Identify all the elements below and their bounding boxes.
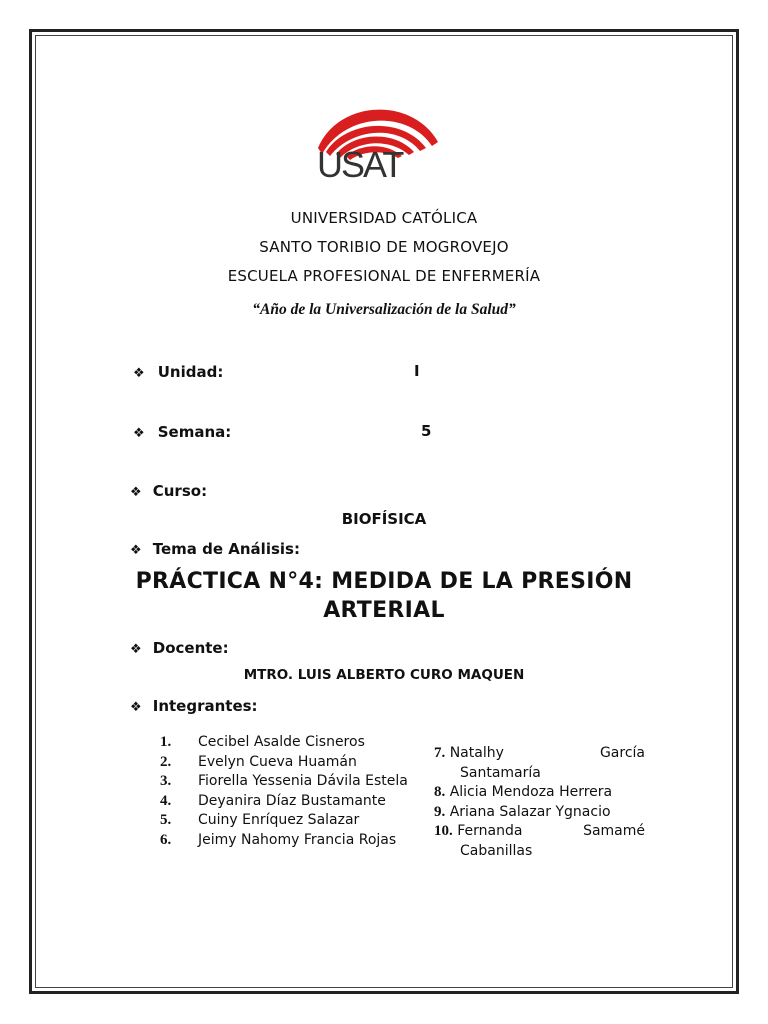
diamond-bullet-icon: ❖ <box>130 642 142 657</box>
year-motto: “Año de la Universalización de la Salud” <box>252 301 516 318</box>
integrantes-label: Integrantes: <box>152 697 258 715</box>
curso-value: BIOFÍSICA <box>341 510 427 528</box>
diamond-bullet-icon: ❖ <box>133 426 145 441</box>
tema-label: Tema de Análisis: <box>152 540 300 558</box>
docente-label: Docente: <box>152 639 229 657</box>
unidad-value: I <box>414 362 420 380</box>
docente-row <box>130 638 229 657</box>
members-list-left <box>160 733 411 850</box>
integrantes-row <box>130 696 258 715</box>
practice-title-line2: ARTERIAL <box>323 598 445 623</box>
curso-label: Curso: <box>152 482 208 500</box>
diamond-bullet-icon: ❖ <box>133 366 145 381</box>
semana-label: Semana: <box>157 423 232 441</box>
university-name-line2: SANTO TORIBIO DE MOGROVEJO <box>259 238 509 256</box>
list-item: 2. Evelyn Cueva Huamán <box>160 753 357 770</box>
diamond-bullet-icon: ❖ <box>130 700 142 715</box>
tema-row <box>130 539 300 558</box>
list-item: 8. Alicia Mendoza Herrera <box>434 784 613 800</box>
list-item: 10. Fernanda Samamé Cabanillas <box>434 823 645 859</box>
semana-row <box>133 422 231 441</box>
semana-value: 5 <box>421 422 432 440</box>
logo-text: USAT <box>317 144 403 185</box>
diamond-bullet-icon: ❖ <box>130 485 142 500</box>
unidad-label: Unidad: <box>157 363 224 381</box>
university-name-line1: UNIVERSIDAD CATÓLICA <box>290 209 478 227</box>
unidad-row <box>133 362 223 381</box>
list-item: 6. Jeimy Nahomy Francia Rojas <box>160 831 397 848</box>
school-name: ESCUELA PROFESIONAL DE ENFERMERÍA <box>227 267 541 285</box>
list-item: 3. Fiorella Yessenia Dávila Estela <box>160 773 408 789</box>
curso-row <box>130 481 207 500</box>
list-item: 5. Cuiny Enríquez Salazar <box>160 812 360 828</box>
usat-logo <box>316 106 440 184</box>
list-item: 7. Natalhy García Santamaría <box>434 745 645 781</box>
list-item: 4. Deyanira Díaz Bustamante <box>160 792 386 809</box>
docente-name: MTRO. LUIS ALBERTO CURO MAQUEN <box>243 667 525 683</box>
list-item: 1. Cecibel Asalde Cisneros <box>160 734 365 750</box>
diamond-bullet-icon: ❖ <box>130 543 142 558</box>
practice-title-line1: PRÁCTICA N°4: MEDIDA DE LA PRESIÓN <box>135 569 633 594</box>
list-item: 9. Ariana Salazar Ygnacio <box>434 804 611 820</box>
